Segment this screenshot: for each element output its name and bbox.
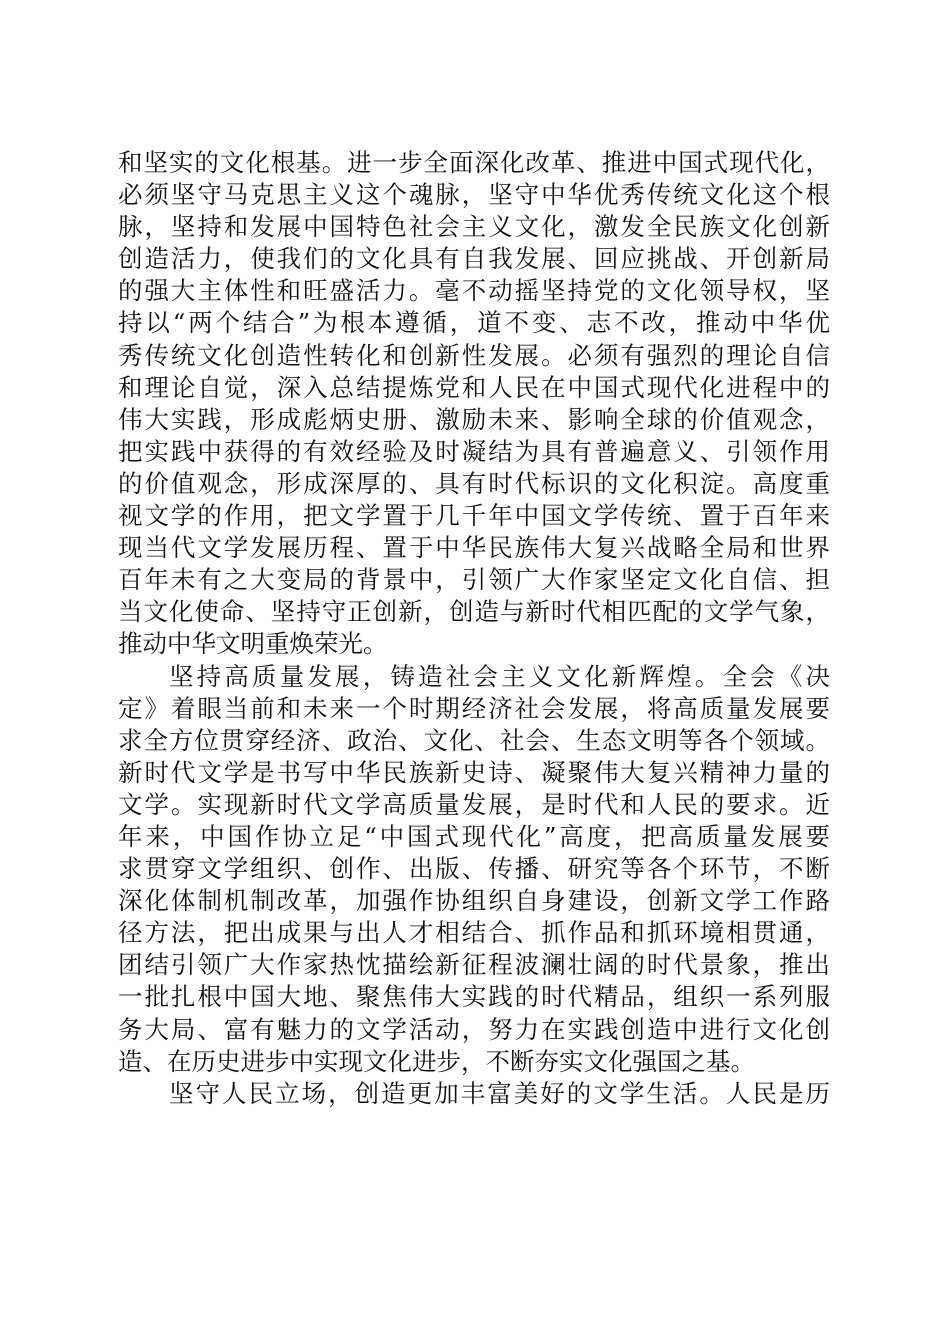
text-line: 脉，坚持和发展中国特色社会主义文化，激发全民族文化创新 — [118, 212, 830, 242]
text-line: 当文化使命、坚持守正创新，创造与新时代相匹配的文学气象， — [118, 597, 830, 627]
text-line: 新时代文学是书写中华民族新史诗、凝聚伟大复兴精神力量的 — [118, 757, 830, 787]
text-line: 文学。实现新时代文学高质量发展，是时代和人民的要求。近 — [118, 789, 830, 819]
text-line: 一批扎根中国大地、聚焦伟大实践的时代精品，组织一系列服 — [118, 982, 830, 1012]
text-line: 求全方位贯穿经济、政治、文化、社会、生态文明等各个领域。 — [118, 725, 830, 755]
text-line: 务大局、富有魅力的文学活动，努力在实践创造中进行文化创 — [118, 1014, 830, 1044]
text-line-indented: 坚持高质量发展，铸造社会主义文化新辉煌。全会《决 — [169, 661, 830, 691]
paragraph-3 — [118, 1078, 830, 1110]
text-line: 团结引领广大作家热忱描绘新征程波澜壮阔的时代景象，推出 — [118, 950, 830, 980]
text-line: 把实践中获得的有效经验及时凝结为具有普遍意义、引领作用 — [118, 436, 830, 466]
text-line: 造、在历史进步中实现文化进步，不断夯实文化强国之基。 — [118, 1046, 755, 1076]
text-line: 百年未有之大变局的背景中，引领广大作家坚定文化自信、担 — [118, 565, 830, 595]
paragraph-1 — [118, 147, 830, 661]
text-line: 求贯穿文学组织、创作、出版、传播、研究等各个环节，不断 — [118, 854, 830, 884]
text-line: 视文学的作用，把文学置于几千年中国文学传统、置于百年来 — [118, 501, 830, 531]
text-line: 年来，中国作协立足“中国式现代化”高度，把高质量发展要 — [118, 821, 830, 851]
text-line: 推动中华文明重焕荣光。 — [118, 629, 388, 659]
text-line: 和坚实的文化根基。进一步全面深化改革、推进中国式现代化， — [118, 148, 830, 177]
text-line: 的强大主体性和旺盛活力。毫不动摇坚持党的文化领导权，坚 — [118, 276, 830, 306]
text-line-indented: 坚守人民立场，创造更加丰富美好的文学生活。人民是历 — [169, 1078, 830, 1108]
document-body — [118, 147, 830, 1110]
text-line: 定》着眼当前和未来一个时期经济社会发展，将高质量发展要 — [118, 693, 830, 723]
text-line: 必须坚守马克思主义这个魂脉，坚守中华优秀传统文化这个根 — [118, 180, 830, 210]
text-line: 径方法，把出成果与出人才相结合、抓作品和抓环境相贯通， — [118, 918, 830, 948]
text-line: 的价值观念，形成深厚的、具有时代标识的文化积淀。高度重 — [118, 468, 830, 498]
text-line: 深化体制机制改革，加强作协组织自身建设，创新文学工作路 — [118, 886, 830, 916]
text-line: 秀传统文化创造性转化和创新性发展。必须有强烈的理论自信 — [118, 340, 830, 370]
text-line: 现当代文学发展历程、置于中华民族伟大复兴战略全局和世界 — [118, 533, 830, 563]
text-line: 持以“两个结合”为根本遵循，道不变、志不改，推动中华优 — [118, 308, 830, 338]
paragraph-2 — [118, 661, 830, 1078]
text-line: 和理论自觉，深入总结提炼党和人民在中国式现代化进程中的 — [118, 372, 830, 402]
text-line: 创造活力，使我们的文化具有自我发展、回应挑战、开创新局 — [118, 244, 830, 274]
text-line: 伟大实践，形成彪炳史册、激励未来、影响全球的价值观念， — [118, 404, 830, 434]
